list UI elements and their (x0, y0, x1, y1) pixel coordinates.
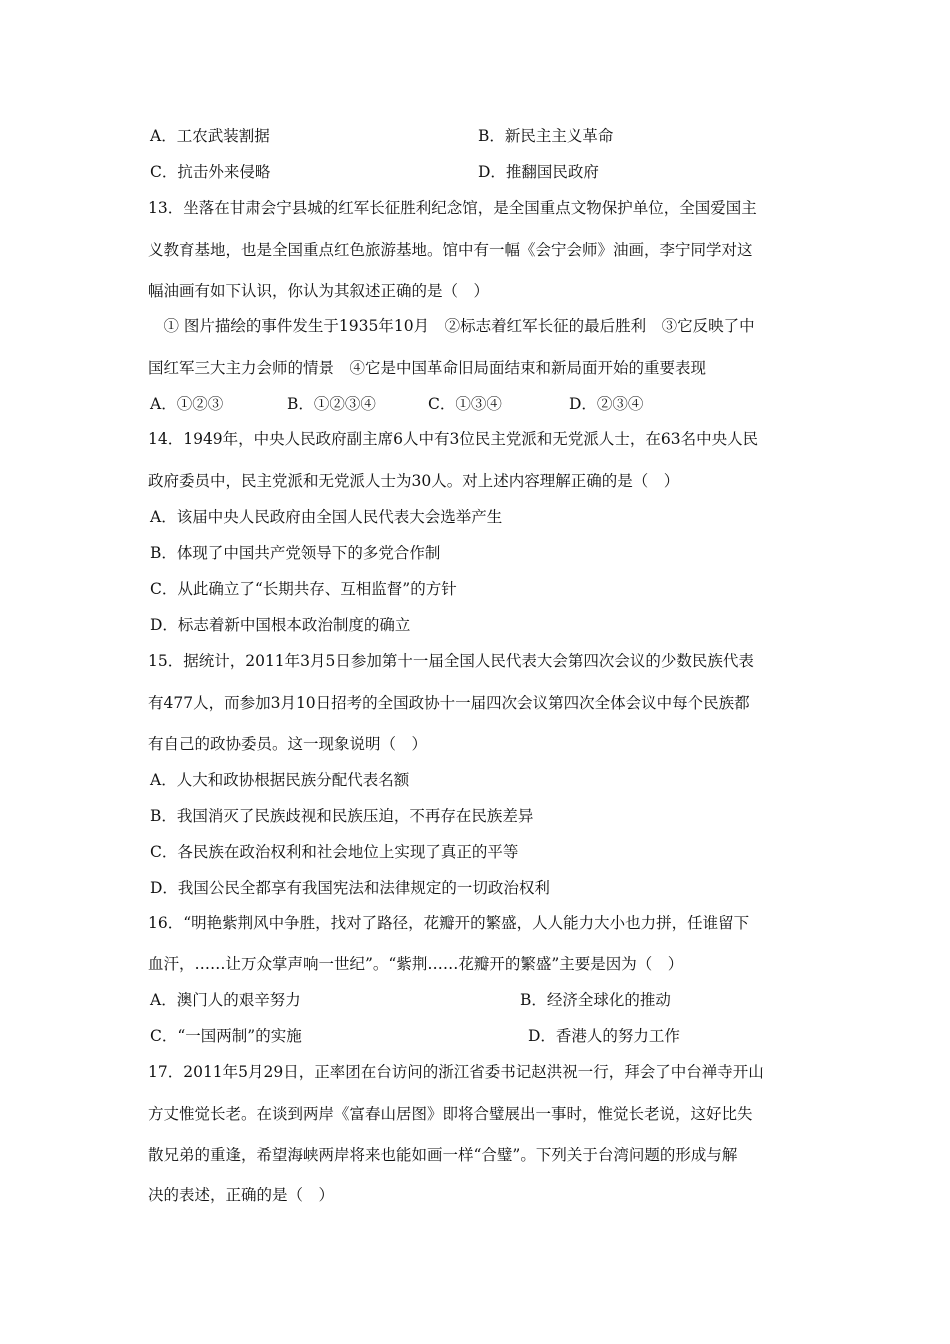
q13-option-a: A．①②③ (150, 395, 224, 413)
q17-stem-line3: 散兄弟的重逢，希望海峡两岸将来也能如画一样“合璧”。下列关于台湾问题的形成与解 (148, 1146, 738, 1164)
q13-stem-line2: 义教育基地，也是全国重点红色旅游基地。馆中有一幅《会宁会师》油画，李宁同学对这 (148, 241, 753, 259)
q15-stem-line1: 15．据统计，2011年3月5日参加第十一届全国人民代表大会第四次会议的少数民族代表 (148, 652, 754, 670)
q12-option-c: C．抗击外来侵略 (150, 163, 271, 181)
q12-option-a: A．工农武装割据 (150, 127, 270, 145)
q14-stem-line1: 14．1949年，中央人民政府副主席6人中有3位民主党派和无党派人士，在63名中央人民 (148, 430, 759, 448)
q13-statements-line1: ① 图片描绘的事件发生于1935年10月 ②标志着红军长征的最后胜利 ③它反映了中 (148, 317, 755, 335)
q13-option-c: C．①③④ (428, 395, 502, 413)
q15-option-d: D．我国公民全都享有我国宪法和法律规定的一切政治权利 (150, 879, 550, 897)
q16-option-b: B．经济全球化的推动 (520, 991, 671, 1009)
q14-stem-line2: 政府委员中，民主党派和无党派人士为30人。对上述内容理解正确的是（ ） (148, 472, 680, 490)
q15-option-a: A．人大和政协根据民族分配代表名额 (150, 771, 410, 789)
q13-option-d: D．②③④ (569, 395, 644, 413)
q15-stem-line2: 有477人，而参加3月10日招考的全国政协十一届四次会议第四次全体会议中每个民族都 (148, 694, 750, 712)
q13-option-b: B．①②③④ (287, 395, 376, 413)
q12-option-b: B．新民主主义革命 (478, 127, 614, 145)
q14-option-d: D．标志着新中国根本政治制度的确立 (150, 616, 411, 634)
q16-option-d: D．香港人的努力工作 (528, 1027, 680, 1045)
q13-stem-line3: 幅油画有如下认识，你认为其叙述正确的是（ ） (148, 282, 490, 300)
q16-option-c: C．“一国两制”的实施 (150, 1027, 302, 1045)
q17-stem-line2: 方丈惟觉长老。在谈到两岸《富春山居图》即将合璧展出一事时，惟觉长老说，这好比失 (148, 1105, 753, 1123)
q16-stem-line2: 血汗，……让万众掌声响一世纪”。“紫荆……花瓣开的繁盛”主要是因为（ ） (148, 955, 684, 973)
q17-stem-line4: 决的表述，正确的是（ ） (148, 1186, 335, 1204)
q16-option-a: A．澳门人的艰辛努力 (150, 991, 301, 1009)
q14-option-b: B．体现了中国共产党领导下的多党合作制 (150, 544, 441, 562)
q14-option-a: A．该届中央人民政府由全国人民代表大会选举产生 (150, 508, 503, 526)
q13-statements-line2: 国红军三大主力会师的情景 ④它是中国革命旧局面结束和新局面开始的重要表现 (148, 359, 707, 377)
q12-option-d: D．推翻国民政府 (478, 163, 599, 181)
q15-stem-line3: 有自己的政协委员。这一现象说明（ ） (148, 735, 428, 753)
q17-stem-line1: 17．2011年5月29日，正率团在台访问的浙江省委书记赵洪祝一行，拜会了中台禅寺开山 (148, 1063, 764, 1081)
q13-stem-line1: 13．坐落在甘肃会宁县城的红军长征胜利纪念馆，是全国重点文物保护单位，全国爱国主 (148, 199, 757, 217)
q16-stem-line1: 16．“明艳紫荆风中争胜，找对了路径，花瓣开的繁盛，人人能力大小也力拼，任谁留下 (148, 914, 750, 932)
q15-option-c: C．各民族在政治权利和社会地位上实现了真正的平等 (150, 843, 519, 861)
q15-option-b: B．我国消灭了民族歧视和民族压迫，不再存在民族差异 (150, 807, 534, 825)
q14-option-c: C．从此确立了“长期共存、互相监督”的方针 (150, 580, 457, 598)
